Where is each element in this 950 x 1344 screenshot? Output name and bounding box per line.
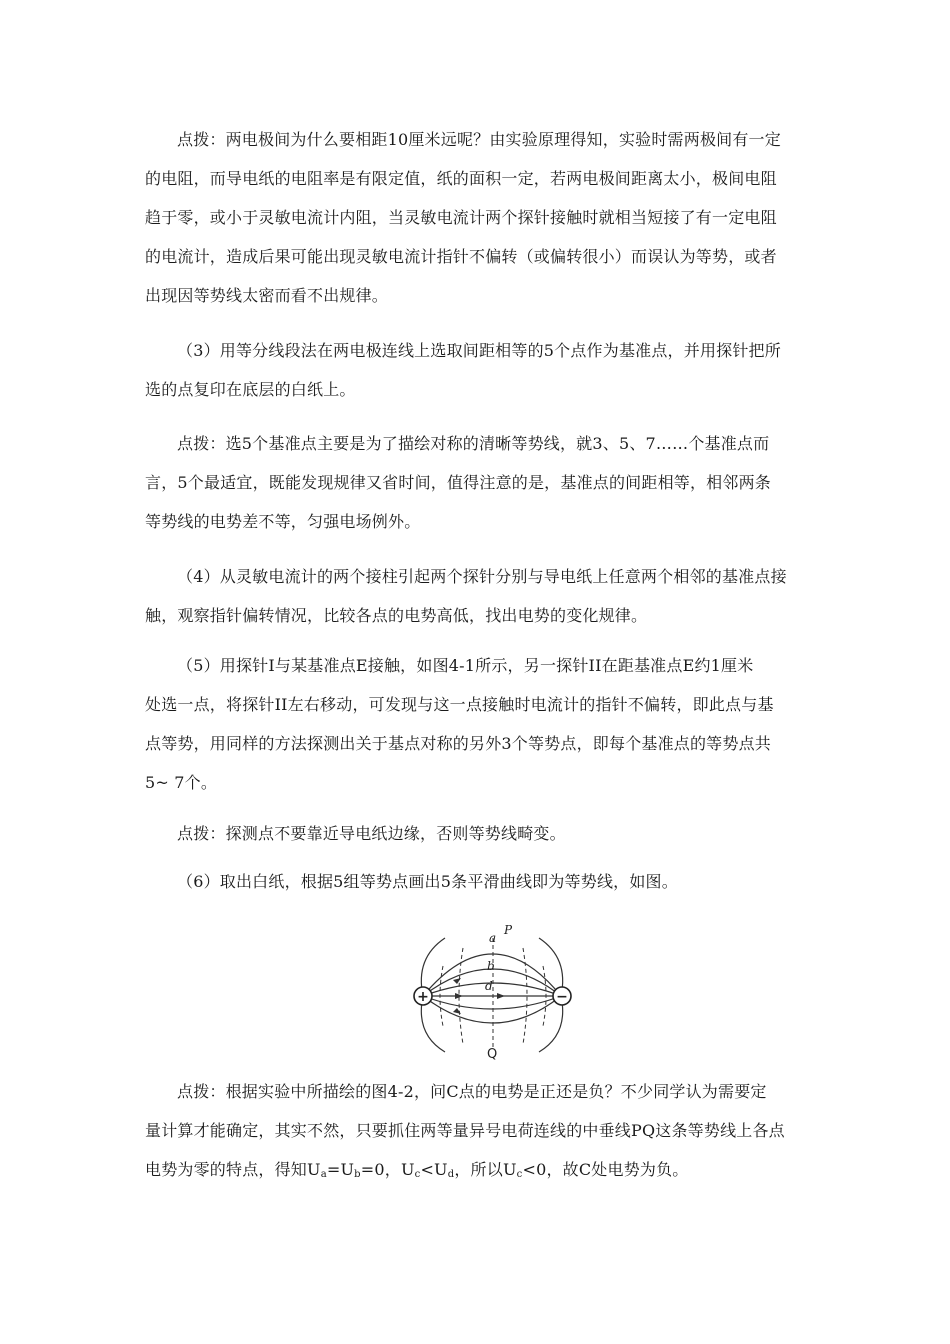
text-line: （4）从灵敏电流计的两个接柱引起两个探针分别与导电纸上任意两个相邻的基准点接 (177, 567, 787, 586)
paragraph-step-3 (145, 331, 810, 409)
text-line: 的电流计，造成后果可能出现灵敏电流计指针不偏转（或偏转很小）而误认为等势，或者 (145, 247, 777, 266)
paragraph-hint-electrode-distance (145, 120, 810, 315)
paragraph-step-4 (145, 557, 810, 635)
text-line: （5）用探针I与某基准点E接触，如图4-1所示，另一探针II在距基准点E约1厘米 (177, 656, 754, 675)
text-line: 点拨：选5个基准点主要是为了描绘对称的清晰等势线，就3、5、7……个基准点而 (177, 434, 770, 453)
equipotential-lines-figure (405, 918, 580, 1060)
text-line: 的电阻，而导电纸的电阻率是有限定值，纸的面积一定，若两电极间距离太小，极间电阻 (145, 169, 777, 188)
text-line: 5~ 7个。 (145, 773, 218, 792)
text-line: 点拨：两电极间为什么要相距10厘米远呢？由实验原理得知，实验时需两极间有一定 (177, 130, 781, 149)
paragraph-hint-base-points (145, 424, 810, 541)
text-line: 点拨：根据实验中所描绘的图4-2，问C点的电势是正还是负？不少同学认为需要定 (177, 1082, 767, 1101)
text-line: 等势线的电势差不等，匀强电场例外。 (145, 512, 421, 531)
label-q: Q (487, 1047, 498, 1060)
label-d: d (485, 979, 493, 993)
label-a: a (489, 931, 497, 945)
text-line-with-subscripts: 电势为零的特点，得知$U_a=U_b=0$，$U_c<U_d$，所以$U_c<0$，故C处电势为负。 (145, 1160, 689, 1180)
text-line: 趋于零，或小于灵敏电流计内阻，当灵敏电流计两个探针接触时就相当短接了有一定电阻 (145, 208, 777, 227)
label-p: P (504, 923, 513, 937)
positive-electrode (414, 987, 432, 1005)
paragraph-hint-probe-edge (145, 814, 810, 853)
text-line: 选的点复印在底层的白纸上。 (145, 380, 356, 399)
paragraph-hint-potential-c (145, 1072, 810, 1189)
negative-electrode (553, 987, 571, 1005)
plus-sign: + (417, 989, 429, 1005)
text-line: 出现因等势线太密而看不出规律。 (145, 286, 389, 305)
text-line: 处选一点，将探针II左右移动，可发现与这一点接触时电流计的指针不偏转，即此点与基 (145, 695, 774, 714)
text-line: 点等势，用同样的方法探测出关于基点对称的另外3个等势点，即每个基准点的等势点共 (145, 734, 771, 753)
paragraph-step-6 (145, 862, 810, 901)
label-b: b (487, 959, 495, 973)
text-line: （3）用等分线段法在两电极连线上选取间距相等的5个点作为基准点，并用探针把所 (177, 341, 781, 360)
text-line: （6）取出白纸，根据5组等势点画出5条平滑曲线即为等势线，如图。 (177, 872, 678, 891)
text-line: 量计算才能确定，其实不然，只要抓住两等量异号电荷连线的中垂线PQ这条等势线上各点 (145, 1121, 785, 1140)
minus-sign: − (556, 989, 568, 1005)
text-line: 言，5个最适宜，既能发现规律又省时间，值得注意的是，基准点的间距相等，相邻两条 (145, 473, 771, 492)
text-line: 触，观察指针偏转情况，比较各点的电势高低，找出电势的变化规律。 (145, 606, 648, 625)
paragraph-step-5 (145, 646, 810, 802)
text-line: 点拨：探测点不要靠近导电纸边缘，否则等势线畸变。 (177, 824, 566, 843)
